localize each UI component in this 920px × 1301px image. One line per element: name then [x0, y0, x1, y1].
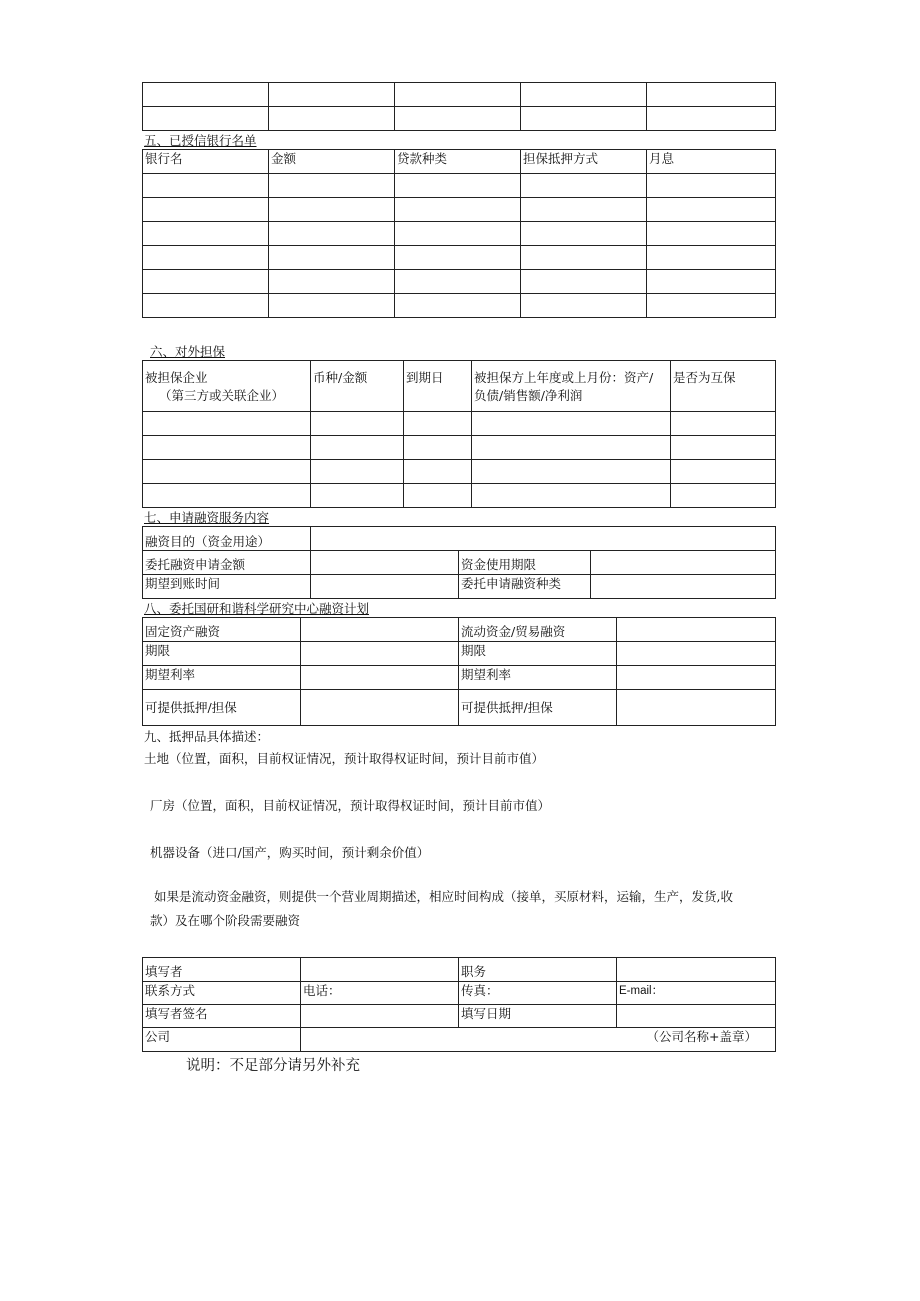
section-5-title: 五、已授信银行名单: [144, 133, 257, 148]
arrival-input[interactable]: [311, 575, 459, 599]
table-row: [143, 460, 776, 484]
table-row: [143, 198, 776, 222]
section-8-title: 八、委托国研和谐科学研究中心融资计划: [144, 601, 370, 616]
fixed-collateral-label: 可提供抵押/担保: [143, 690, 301, 726]
table-header-row: [143, 150, 776, 174]
flow-term-input[interactable]: [617, 642, 776, 666]
financing-type-input[interactable]: [591, 575, 776, 599]
signature-label: 填写者签名: [143, 1005, 301, 1028]
table-row: [143, 484, 776, 508]
position-input[interactable]: [617, 958, 776, 982]
email-field[interactable]: E-mail：: [617, 982, 776, 1005]
header-maturity: 到期日: [404, 361, 472, 412]
filler-input[interactable]: [301, 958, 459, 982]
flow-rate-input[interactable]: [617, 666, 776, 690]
flow-collateral-label: 可提供抵押/担保: [459, 690, 617, 726]
phone-field[interactable]: 电话：: [301, 982, 459, 1005]
period-label: 资金使用期限: [459, 551, 591, 575]
land-description: 土地（位置，面积，目前权证情况，预计取得权证时间，预计目前市值）: [144, 751, 545, 766]
working-capital-label: 流动资金/贸易融资: [459, 618, 617, 642]
machine-description: 机器设备（进口/国产，购买时间，预计剩余价值）: [150, 845, 430, 860]
amount-label: 委托融资申请金额: [143, 551, 311, 575]
table-row: [143, 246, 776, 270]
table-header-row: [143, 361, 776, 412]
fixed-collateral-input[interactable]: [301, 690, 459, 726]
section-6-title: 六、对外担保: [150, 344, 226, 359]
working-capital-description-1: 如果是流动资金融资，则提供一个营业周期描述，相应时间构成（接单，买原材料，运输，生产，发货,收: [154, 889, 733, 904]
company-label: 公司: [143, 1028, 301, 1052]
signature-input[interactable]: [301, 1005, 459, 1028]
table-row: [143, 436, 776, 460]
financing-purpose-input[interactable]: [311, 527, 776, 551]
financing-type-label: 委托申请融资种类: [459, 575, 591, 599]
flow-rate-label: 期望利率: [459, 666, 617, 690]
fixed-asset-input[interactable]: [301, 618, 459, 642]
header-amount: 金额: [269, 150, 395, 174]
table-row: [143, 412, 776, 436]
table-row: [143, 222, 776, 246]
fixed-rate-input[interactable]: [301, 666, 459, 690]
empty-cell[interactable]: [143, 83, 269, 107]
contact-table: [142, 957, 776, 1052]
footer-note: 说明：不足部分请另外补充: [186, 1058, 360, 1074]
table-row: [143, 294, 776, 318]
amount-input[interactable]: [311, 551, 459, 575]
header-guaranteed-company-note: （第三方或关联企业）: [159, 388, 285, 403]
company-input[interactable]: [301, 1028, 776, 1052]
arrival-label: 期望到账时间: [143, 575, 311, 599]
header-bank-name: 银行名: [143, 150, 269, 174]
fixed-rate-label: 期望利率: [143, 666, 301, 690]
period-input[interactable]: [591, 551, 776, 575]
position-label: 职务: [459, 958, 617, 982]
flow-collateral-input[interactable]: [617, 690, 776, 726]
fill-date-label: 填写日期: [459, 1005, 617, 1028]
fixed-term-input[interactable]: [301, 642, 459, 666]
header-monthly-interest: 月息: [647, 150, 776, 174]
financing-service-table: [142, 526, 776, 599]
filler-label: 填写者: [143, 958, 301, 982]
header-mutual-guarantee: 是否为互保: [671, 361, 776, 412]
header-guaranteed-financials-2: 负债/销售额/净利润: [474, 388, 583, 403]
table-row: [143, 270, 776, 294]
header-guarantee-method: 担保抵押方式: [521, 150, 647, 174]
section-7-title: 七、申请融资服务内容: [144, 510, 270, 525]
plant-description: 厂房（位置，面积，目前权证情况，预计取得权证时间，预计目前市值）: [150, 798, 551, 813]
company-stamp-note: （公司名称+盖章）: [646, 1029, 757, 1044]
external-guarantee-table: [142, 360, 776, 508]
financing-purpose-label: 融资目的（资金用途）: [143, 527, 311, 551]
working-capital-description-2: 款）及在哪个阶段需要融资: [150, 913, 301, 928]
top-partial-table: [142, 82, 776, 131]
contact-method-label: 联系方式: [143, 982, 301, 1005]
fixed-asset-label: 固定资产融资: [143, 618, 301, 642]
header-loan-type: 贷款种类: [395, 150, 521, 174]
fax-field[interactable]: 传真：: [459, 982, 617, 1005]
bank-credit-table: [142, 149, 776, 318]
working-capital-input[interactable]: [617, 618, 776, 642]
section-9-title: 九、抵押品具体描述：: [144, 729, 270, 744]
table-row: [143, 174, 776, 198]
fill-date-input[interactable]: [617, 1005, 776, 1028]
financing-plan-table: [142, 617, 776, 726]
fixed-term-label: 期限: [143, 642, 301, 666]
flow-term-label: 期限: [459, 642, 617, 666]
header-guaranteed-company: 被担保企业: [145, 370, 208, 385]
header-guaranteed-financials: 被担保方上年度或上月份：资产/: [474, 370, 654, 385]
header-currency-amount: 币种/金额: [311, 361, 404, 412]
